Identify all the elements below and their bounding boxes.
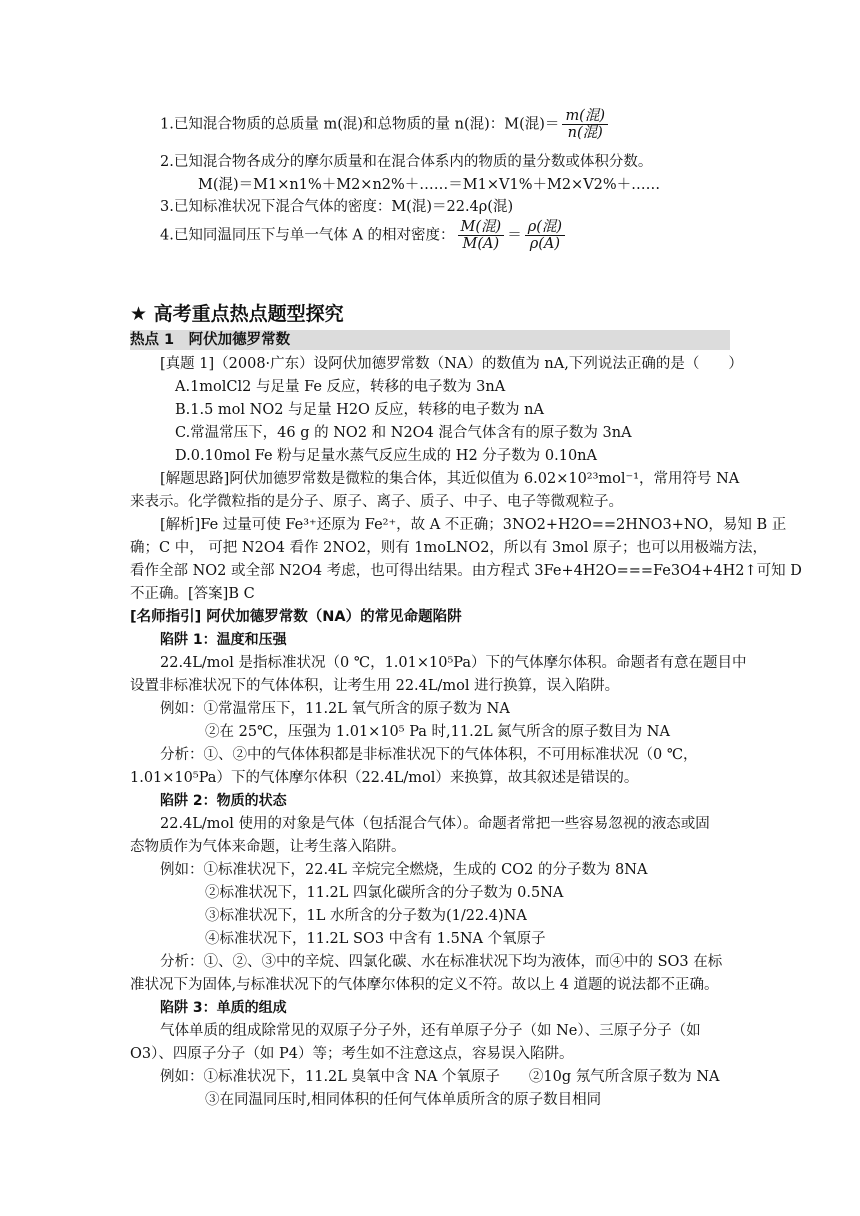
trap-2-example-1: 例如：①标准状况下，22.4L 辛烷完全燃烧，生成的 CO2 的分子数为 8NA [160, 862, 648, 878]
trap-1-example-2: ②在 25℃，压强为 1.01×10⁵ Pa 时,11.2L 氮气所含的原子数目为 NA [205, 724, 670, 740]
trap-2-analysis-1: 分析：①、②、③中的辛烷、四氯化碳、水在标准状况下均为液体，而④中的 SO3 在标 [160, 954, 723, 970]
analysis-line-1: [解析]Fe 过量可使 Fe³⁺还原为 Fe²⁺，故 A 不正确；3NO2+H2O==2HNO3+NO，易知 B 正 [160, 517, 787, 533]
formula-4-left-fraction [458, 219, 505, 252]
fraction-numerator: ρ(混) [525, 219, 565, 236]
analysis-line-3: 看作全部 NO2 或全部 N2O4 考虑，也可得出结果。由方程式 3Fe+4H2O===Fe3O4+4H2↑可知 D [130, 563, 802, 579]
fraction-denominator: M(A) [462, 236, 500, 252]
formula-2-text: 2.已知混合物各成分的摩尔质量和在混合体系内的物质的量分数或体积分数。 [160, 154, 653, 170]
formula-4-right-fraction [525, 219, 565, 252]
trap-2-para-1: 22.4L/mol 使用的对象是气体（包括混合气体）。命题者常把一些容易忽视的液态或固 [160, 816, 710, 832]
trap-3-example-1: 例如：①标准状况下，11.2L 臭氧中含 NA 个氧原子 ②10g 氖气所含原子数为 NA [160, 1069, 720, 1085]
thinking-line-2: 来表示。化学微粒指的是分子、原子、离子、质子、中子、电子等微观粒子。 [130, 494, 623, 510]
formula-1-text: 1.已知混合物质的总质量 m(混)和总物质的量 n(混)：M(混)＝ [160, 116, 560, 133]
hot-topic-1-title: 热点 1 阿伏加德罗常数 [130, 332, 291, 348]
thinking-line-1: [解题思路]阿伏加德罗常数是微粒的集合体，其近似值为 6.02×10²³mol⁻¹，常用符号 NA [160, 471, 740, 487]
formula-2-equation: M(混)＝M1×n1%＋M2×n2%＋……＝M1×V1%＋M2×V2%＋…… [198, 177, 661, 193]
fraction-numerator: m(混) [562, 108, 608, 125]
formula-4 [160, 219, 568, 252]
section-title: ★ 高考重点热点题型探究 [130, 303, 344, 325]
trap-1-analysis-1: 分析：①、②中的气体体积都是非标准状况下的气体体积，不可用标准状况（0 ℃， [160, 747, 698, 763]
formula-3-text: 3.已知标准状况下混合气体的密度：M(混)＝22.4ρ(混) [160, 199, 514, 215]
trap-2-example-2: ②标准状况下，11.2L 四氯化碳所含的分子数为 0.5NA [205, 885, 564, 901]
trap-3-title: 陷阱 3：单质的组成 [160, 1000, 287, 1016]
trap-2-para-2: 态物质作为气体来命题，让考生落入陷阱。 [130, 839, 406, 855]
trap-2-example-4: ④标准状况下，11.2L SO3 中含有 1.5NA 个氧原子 [205, 931, 546, 947]
trap-3-example-2: ③在同温同压时,相同体积的任何气体单质所含的原子数目相同 [205, 1092, 602, 1108]
analysis-line-4: 不正确。[答案]B C [130, 586, 255, 602]
formula-1-fraction [562, 108, 608, 141]
fraction-denominator: n(混) [567, 125, 603, 141]
trap-1-title: 陷阱 1：温度和压强 [160, 632, 287, 648]
trap-2-title: 陷阱 2：物质的状态 [160, 793, 287, 809]
formula-4-text: 4.已知同温同压下与单一气体 A 的相对密度： [160, 227, 455, 244]
trap-1-para-1: 22.4L/mol 是指标准状况（0 ℃，1.01×10⁵Pa）下的气体摩尔体积。命题者有意在题目中 [160, 655, 747, 671]
fraction-numerator: M(混) [458, 219, 505, 236]
trap-2-analysis-2: 准状况下为固体,与标准状况下的气体摩尔体积的定义不符。故以上 4 道题的说法都不正确。 [130, 977, 719, 993]
tip-title: [名师指引] 阿伏加德罗常数（NA）的常见命题陷阱 [130, 609, 462, 625]
question-stem: [真题 1]（2008·广东）设阿伏加德罗常数（NA）的数值为 nA,下列说法正确的是（ ） [160, 356, 743, 372]
trap-2-example-3: ③标准状况下，1L 水所含的分子数为(1/22.4)NA [205, 908, 527, 924]
trap-3-para-1: 气体单质的组成除常见的双原子分子外，还有单原子分子（如 Ne）、三原子分子（如 [160, 1023, 701, 1039]
formula-1 [160, 108, 611, 141]
equals-sign: ＝ [507, 227, 522, 244]
option-c: C.常温常压下，46 g 的 NO2 和 N2O4 混合气体含有的原子数为 3nA [175, 425, 632, 441]
option-b: B.1.5 mol NO2 与足量 H2O 反应，转移的电子数为 nA [175, 402, 544, 418]
trap-1-para-2: 设置非标准状况下的气体体积，让考生用 22.4L/mol 进行换算，误入陷阱。 [130, 678, 620, 694]
option-a: A.1molCl2 与足量 Fe 反应，转移的电子数为 3nA [175, 379, 506, 395]
option-d: D.0.10mol Fe 粉与足量水蒸气反应生成的 H2 分子数为 0.10nA [175, 448, 597, 464]
trap-3-para-2: O3）、四原子分子（如 P4）等；考生如不注意这点，容易误入陷阱。 [130, 1046, 574, 1062]
trap-1-example-1: 例如：①常温常压下，11.2L 氧气所含的原子数为 NA [160, 701, 510, 717]
fraction-denominator: ρ(A) [529, 236, 561, 252]
analysis-line-2: 确；C 中， 可把 N2O4 看作 2NO2，则有 1moLNO2，所以有 3mol 原子；也可以用极端方法， [130, 540, 767, 556]
trap-1-analysis-2: 1.01×10⁵Pa）下的气体摩尔体积（22.4L/mol）来换算，故其叙述是错误的。 [130, 770, 639, 786]
